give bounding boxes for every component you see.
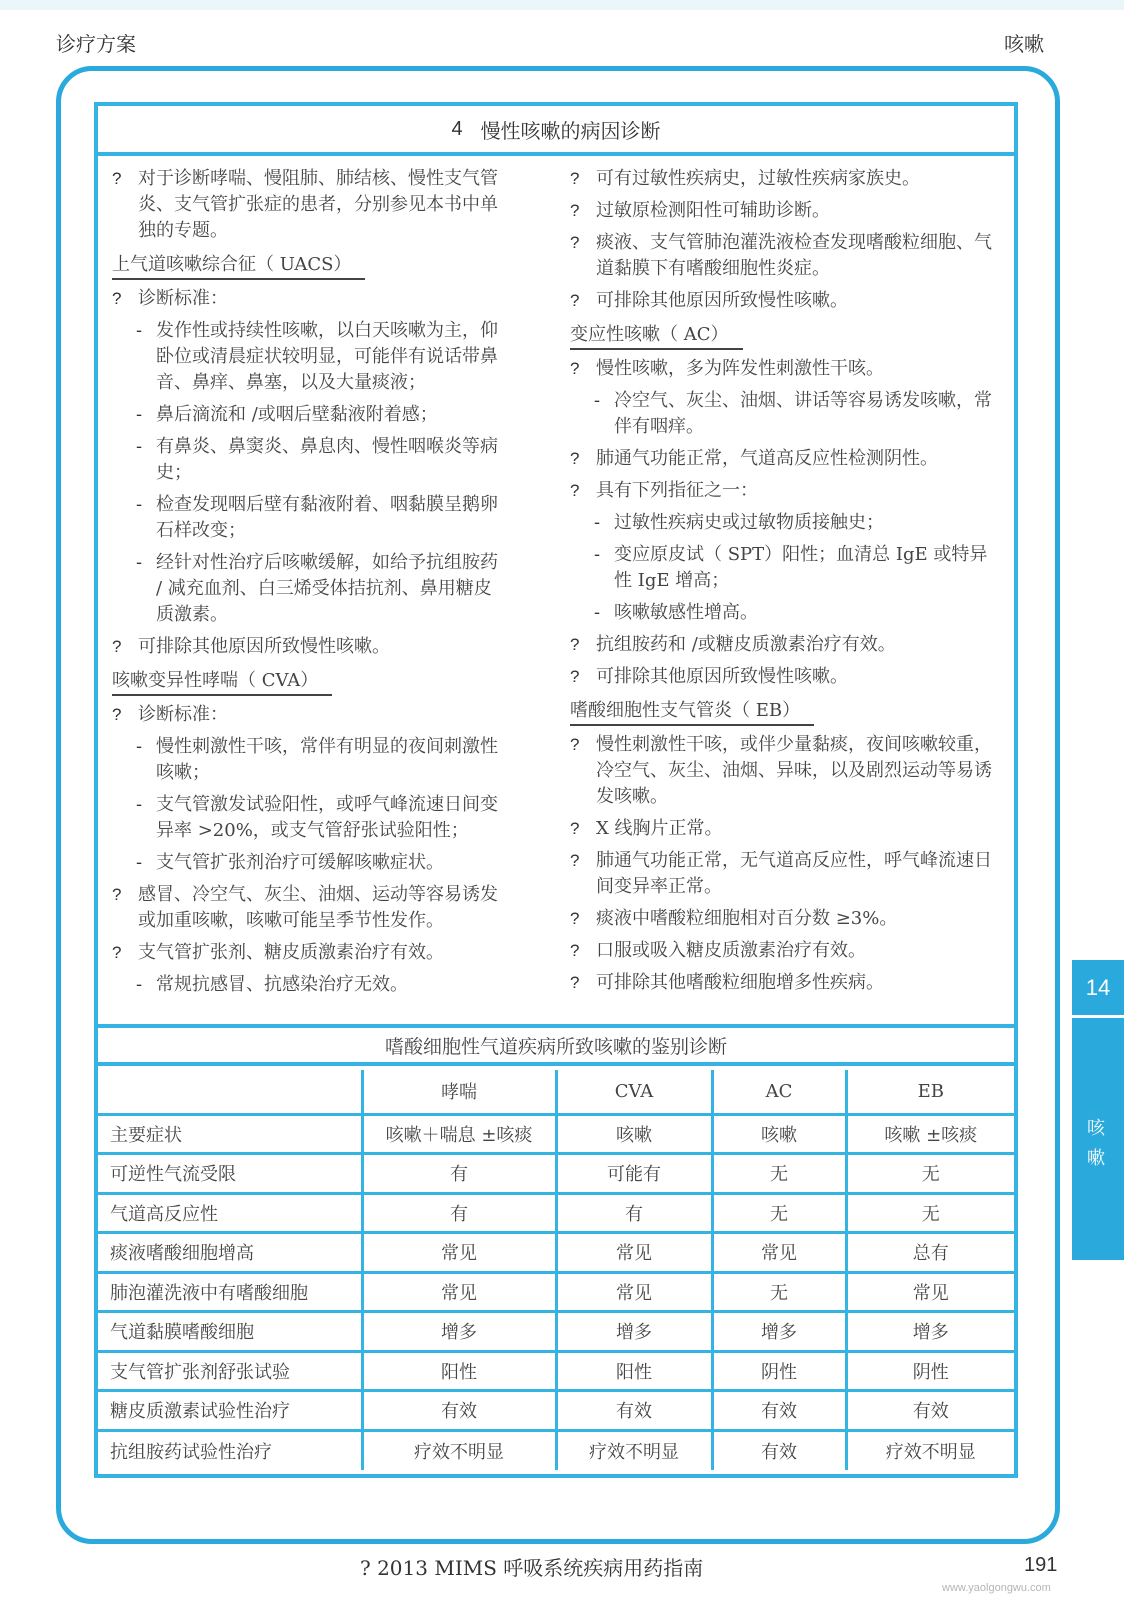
sub-item: - 常规抗感冒、抗感染治疗无效。 [136,974,408,995]
table-cell: 咳嗽 [556,1114,712,1154]
sub-item: - 支气管扩张剂治疗可缓解咳嗽症状。 [136,852,444,873]
row-label: 气道黏膜嗜酸细胞 [98,1312,362,1352]
bullet-icon: ? [570,941,580,960]
right-column [570,160,1002,996]
row-label: 支气管扩张剂舒张试验 [98,1351,362,1391]
top-strip [0,0,1124,10]
differential-diagnosis-table [98,1070,1014,1470]
list-item: ? 口服或吸入糖皮质激素治疗有效。 [570,938,1002,964]
list-item: ? 诊断标准： [112,702,502,728]
uacs-heading: 上气道咳嗽综合征（ UACS） [112,252,365,280]
sub-item: - 过敏性疾病史或过敏物质接触史； [594,512,884,533]
table-row [98,1114,1014,1154]
table-cell: 无 [712,1193,846,1233]
table-cell: 无 [712,1154,846,1194]
table-cell: 有效 [362,1391,556,1431]
table-cell: 阳性 [362,1351,556,1391]
section-number: 4 [451,117,463,140]
table-row [98,1391,1014,1431]
bullet-icon: ? [570,667,580,686]
row-label: 肺泡灌洗液中有嗜酸细胞 [98,1272,362,1312]
bullet-icon: ? [570,735,580,754]
bullet-icon: ? [112,943,122,962]
list-item: ? 可排除其他原因所致慢性咳嗽。 [112,634,502,660]
sub-item: - 检查发现咽后壁有黏液附着、咽黏膜呈鹅卵石样改变； [136,494,498,541]
sub-item: - 鼻后滴流和 /或咽后壁黏液附着感； [136,404,438,425]
table-cell: 阳性 [556,1351,712,1391]
table-cell: 增多 [712,1312,846,1352]
list-item: ? 过敏原检测阳性可辅助诊断。 [570,198,1002,224]
table-cell: 常见 [712,1233,846,1273]
bullet-icon: ? [112,885,122,904]
sub-item: - 支气管激发试验阳性，或呼气峰流速日间变异率 >20%，或支气管舒张试验阳性； [136,794,498,841]
cva-heading: 咳嗽变异性哮喘（ CVA） [112,668,332,696]
table-cell: 疗效不明显 [846,1430,1014,1470]
sub-item: - 慢性刺激性干咳，常伴有明显的夜间刺激性咳嗽； [136,736,498,783]
table-row [98,1233,1014,1273]
table-cell: 咳嗽 [712,1114,846,1154]
header-category: 诊疗方案 [56,32,136,56]
ac-heading: 变应性咳嗽（ AC） [570,322,743,350]
list-item: ? 感冒、冷空气、灰尘、油烟、运动等容易诱发或加重咳嗽，咳嗽可能呈季节性发作。 [112,884,498,931]
table-cell: 阴性 [846,1351,1014,1391]
list-item: ? 可排除其他原因所致慢性咳嗽。 [570,288,1002,314]
table-cell: 有效 [712,1391,846,1431]
list-item: ? 具有下列指征之一： [570,478,1002,504]
watermark: www.yaolgongwu.com [942,1582,1051,1594]
table-cell: 常见 [362,1272,556,1312]
left-column [112,160,502,998]
table-row [98,1193,1014,1233]
table-cell: 有效 [712,1430,846,1470]
list-item: ? 对于诊断哮喘、慢阻肺、肺结核、慢性支气管炎、支气管扩张症的患者，分别参见本书中单独的专题。 [112,168,498,241]
table-row [98,1272,1014,1312]
table-row [98,1430,1014,1470]
list-item: ? 可有过敏性疾病史，过敏性疾病家族史。 [570,166,1002,192]
bullet-icon: ? [112,289,122,308]
table-cell: 常见 [362,1233,556,1273]
bullet-icon: ? [570,819,580,838]
list-item: ? X 线胸片正常。 [570,816,1002,842]
table-cell: 阴性 [712,1351,846,1391]
table-cell: 有效 [556,1391,712,1431]
table-cell: 有 [362,1154,556,1194]
row-label: 气道高反应性 [98,1193,362,1233]
chapter-tab [1072,960,1124,1260]
table-cell: 无 [846,1154,1014,1194]
row-label: 主要症状 [98,1114,362,1154]
list-item: ? 诊断标准： [112,286,502,312]
table-cell: 咳嗽＋喘息 ±咳痰 [362,1114,556,1154]
bullet-icon: ? [570,201,580,220]
bullet-icon: ? [112,705,122,724]
table-cell: 疗效不明显 [362,1430,556,1470]
list-item: ? 支气管扩张剂、糖皮质激素治疗有效。 [112,940,502,966]
table-cell: 增多 [362,1312,556,1352]
table-row [98,1154,1014,1194]
sub-item: - 冷空气、灰尘、油烟、讲话等容易诱发咳嗽，常伴有咽痒。 [594,390,992,437]
bullet-icon: ? [570,291,580,310]
table-cell: 无 [846,1193,1014,1233]
table-cell: 有效 [846,1391,1014,1431]
table-header-row [98,1070,1014,1114]
chapter-label: 咳嗽 [1087,1118,1105,1169]
table-cell: 增多 [846,1312,1014,1352]
table-cell: 有 [362,1193,556,1233]
bullet-icon: ? [570,973,580,992]
table-cell: 总有 [846,1233,1014,1273]
table-cell: 常见 [846,1272,1014,1312]
list-item: ? 肺通气功能正常，气道高反应性检测阴性。 [570,446,1002,472]
eb-heading: 嗜酸细胞性支气管炎（ EB） [570,698,814,726]
bullet-icon: ? [570,233,580,252]
row-label: 抗组胺药试验性治疗 [98,1430,362,1470]
table-cell: 可能有 [556,1154,712,1194]
bullet-icon: ? [570,359,580,378]
table-row [98,1312,1014,1352]
list-item: ? 抗组胺药和 /或糖皮质激素治疗有效。 [570,632,1002,658]
list-item: ? 痰液、支气管肺泡灌洗液检查发现嗜酸粒细胞、气道黏膜下有嗜酸细胞性炎症。 [570,232,992,279]
row-label: 痰液嗜酸细胞增高 [98,1233,362,1273]
table-cell: 无 [712,1272,846,1312]
header-cell: CVA [556,1070,712,1114]
sub-item: - 咳嗽敏感性增高。 [594,602,758,623]
header-cell: EB [846,1070,1014,1114]
table-cell: 有 [556,1193,712,1233]
sub-item: - 变应原皮试（ SPT）阳性；血清总 IgE 或特异性 IgE 增高； [594,544,988,591]
table-cell: 疗效不明显 [556,1430,712,1470]
header-cell [98,1070,362,1114]
two-column-content [98,160,1014,1026]
sub-item: - 有鼻炎、鼻窦炎、鼻息肉、慢性咽喉炎等病史； [136,436,498,483]
bullet-icon: ? [570,635,580,654]
header-cell: 哮喘 [362,1070,556,1114]
bullet-icon: ? [112,169,122,188]
section-title [98,106,1014,156]
sub-item: - 发作性或持续性咳嗽，以白天咳嗽为主，仰卧位或清晨症状较明显，可能伴有说话带鼻音、鼻痒、鼻塞，以及大量痰液； [136,320,498,393]
table-cell: 咳嗽 ±咳痰 [846,1114,1014,1154]
page-number: 191 [1024,1554,1058,1576]
row-label: 可逆性气流受限 [98,1154,362,1194]
list-item: ? 可排除其他原因所致慢性咳嗽。 [570,664,1002,690]
bullet-icon: ? [112,637,122,656]
main-content-box [94,102,1018,1478]
header-topic: 咳嗽 [1004,32,1044,56]
sub-item: - 经针对性治疗后咳嗽缓解，如给予抗组胺药 / 减充血剂、白三烯受体拮抗剂、鼻用糖皮质激素。 [136,552,498,625]
footer-text: ? 2013 MIMS 呼吸系统疾病用药指南 [360,1556,704,1580]
bullet-icon: ? [570,909,580,928]
table-cell: 常见 [556,1272,712,1312]
list-item: ? 慢性刺激性干咳，或伴少量黏痰，夜间咳嗽较重，冷空气、灰尘、油烟、异味，以及剧烈运动等易诱发咳嗽。 [570,734,992,807]
section-title-text: 慢性咳嗽的病因诊断 [480,118,661,143]
row-label: 糖皮质激素试验性治疗 [98,1391,362,1431]
bullet-icon: ? [570,851,580,870]
header-cell: AC [712,1070,846,1114]
bullet-icon: ? [570,449,580,468]
bullet-icon: ? [570,481,580,500]
bullet-icon: ? [570,169,580,188]
list-item: ? 慢性咳嗽，多为阵发性刺激性干咳。 [570,356,1002,382]
list-item: ? 可排除其他嗜酸粒细胞增多性疾病。 [570,970,1002,996]
chapter-number: 14 [1072,960,1124,1018]
table-title: 嗜酸细胞性气道疾病所致咳嗽的鉴别诊断 [98,1028,1014,1066]
table-row [98,1351,1014,1391]
list-item: ? 肺通气功能正常，无气道高反应性，呼气峰流速日间变异率正常。 [570,850,992,897]
table-cell: 常见 [556,1233,712,1273]
table-cell: 增多 [556,1312,712,1352]
list-item: ? 痰液中嗜酸粒细胞相对百分数 ≥3%。 [570,906,1002,932]
